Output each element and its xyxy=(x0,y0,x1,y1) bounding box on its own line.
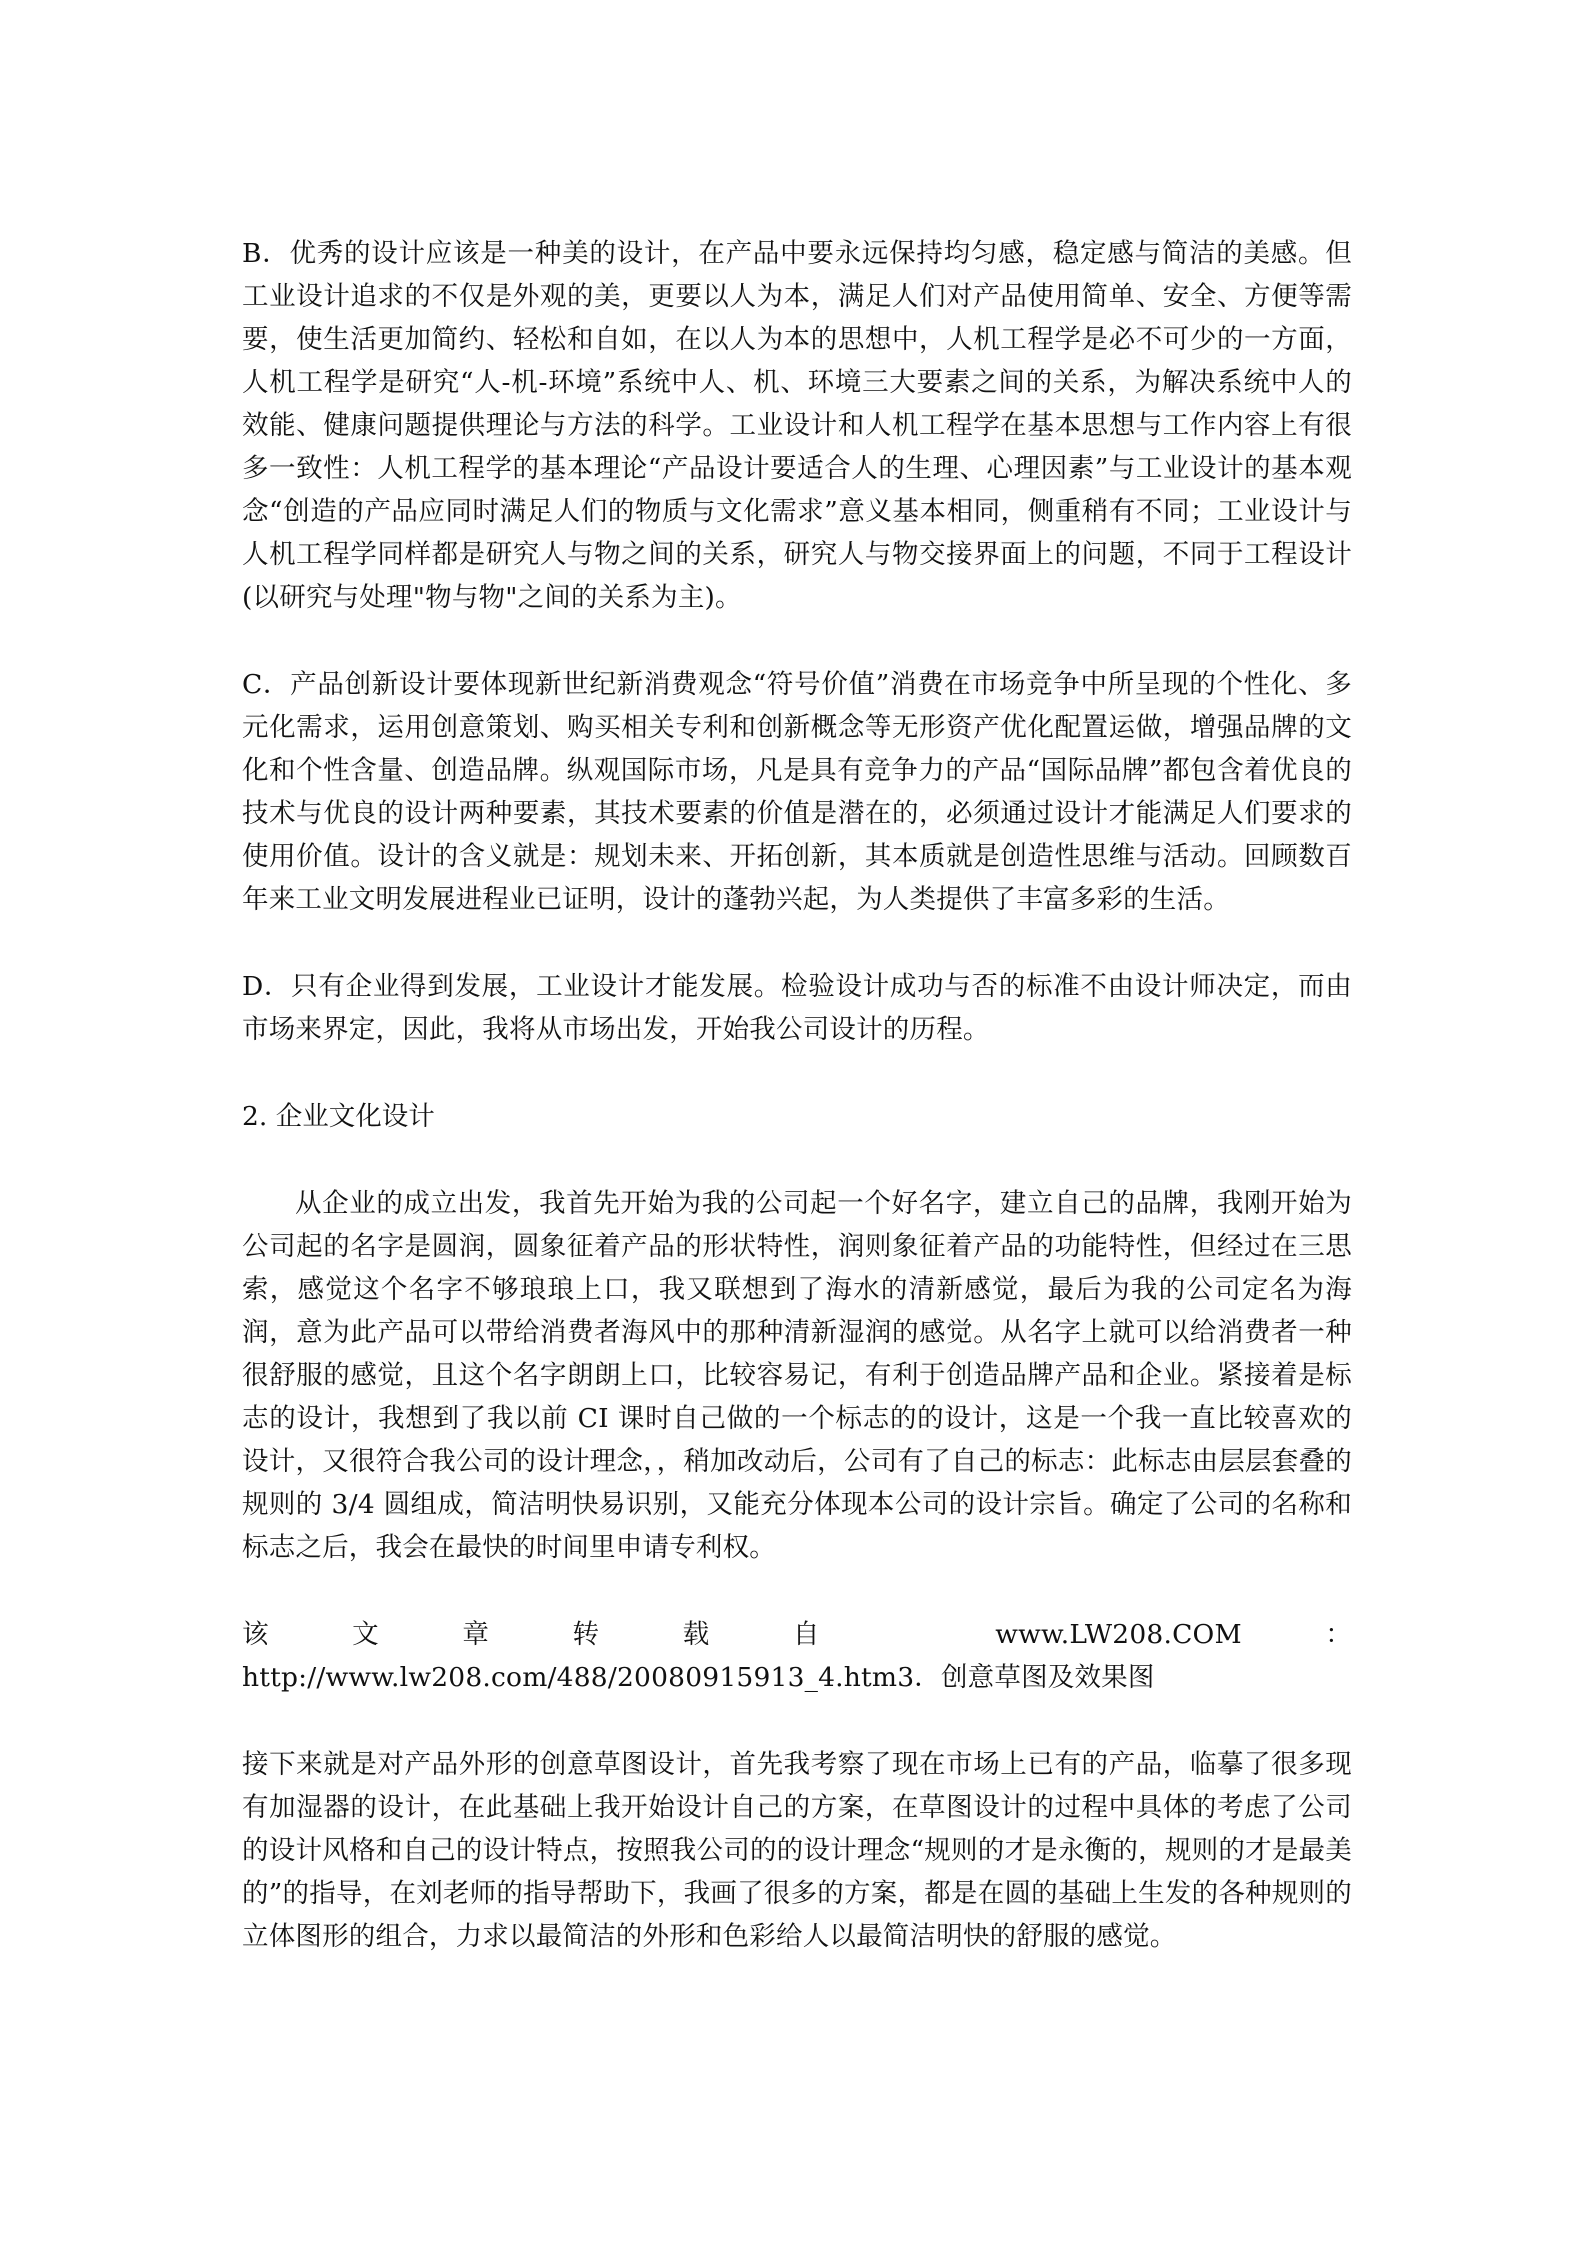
paragraph-spacer xyxy=(242,921,1352,965)
paragraph-sketch-design: 接下来就是对产品外形的创意草图设计，首先我考察了现在市场上已有的产品，临摹了很多现有加湿器的设计，在此基础上我开始设计自己的方案，在草图设计的过程中具体的考虑了公司的设计风格和自己的设计特点，按照我公司的的设计理念“规则的才是永衡的，规则的才是最美的”的指导，在刘老师的指导帮助下，我画了很多的方案，都是在圆的基础上生发的各种规则的立体图形的组合，力求以最简洁的外形和色彩给人以最简洁明快的舒服的感觉。 xyxy=(242,1749,1352,1952)
paragraph-spacer xyxy=(242,1699,1352,1743)
paragraph-b: B．优秀的设计应该是一种美的设计，在产品中要永远保持均匀感，稳定感与简洁的美感。但工业设计追求的不仅是外观的美，更要以人为本，满足人们对产品使用简单、安全、方便等需要，使生活更加简约、轻松和自如，在以人为本的思想中，人机工程学是必不可少的一方面，人机工程学是研究“人-机-环境”系统中人、机、环境三大要素之间的关系，为解决系统中人的效能、健康问题提供理论与方法的科学。工业设计和人机工程学在基本思想与工作内容上有很多一致性：人机工程学的基本理论“产品设计要适合人的生理、心理因素”与工业设计的基本观念“创造的产品应同时满足人们的物质与文化需求”意义基本相同，侧重稍有不同；工业设计与人机工程学同样都是研究人与物之间的关系，研究人与物交接界面上的问题，不同于工程设计(以研究与处理"物与物"之间的关系为主)。 xyxy=(242,238,1352,613)
paragraph-culture-design: 从企业的成立出发，我首先开始为我的公司起一个好名字，建立自己的品牌，我刚开始为公司起的名字是圆润，圆象征着产品的形状特性，润则象征着产品的功能特性，但经过在三思索，感觉这个名字不够琅琅上口，我又联想到了海水的清新感觉，最后为我的公司定名为海润，意为此产品可以带给消费者海风中的那种清新湿润的感觉。从名字上就可以给消费者一种很舒服的感觉，且这个名字朗朗上口，比较容易记，有利于创造品牌产品和企业。紧接着是标志的设计，我想到了我以前 CI 课时自己做的一个标志的的设计，这是一个我一直比较喜欢的设计，又很符合我公司的设计理念，，稍加改动后，公司有了自己的标志：此标志由层层套叠的规则的 3/4 圆组成，简洁明快易识别，又能充分体现本公司的设计宗旨。确定了公司的名称和标志之后，我会在最快的时间里申请专利权。 xyxy=(242,1188,1352,1563)
paragraph-d: D．只有企业得到发展，工业设计才能发展。检验设计成功与否的标准不由设计师决定，而由市场来界定，因此，我将从市场出发，开始我公司设计的历程。 xyxy=(242,971,1352,1045)
source-note: 该文章转载自 www.LW208.COM：http://www.lw208.com/488/20080915913_4.htm3．创意草图及效果图 xyxy=(242,1619,1352,1693)
section-heading: 2. 企业文化设计 xyxy=(242,1101,435,1132)
paragraph-spacer xyxy=(242,1569,1352,1613)
paragraph-spacer xyxy=(242,1051,1352,1095)
document-body xyxy=(242,232,1352,1958)
paragraph-c: C．产品创新设计要体现新世纪新消费观念“符号价值”消费在市场竞争中所呈现的个性化、多元化需求，运用创意策划、购买相关专利和创新概念等无形资产优化配置运做，增强品牌的文化和个性含量、创造品牌。纵观国际市场，凡是具有竞争力的产品“国际品牌”都包含着优良的技术与优良的设计两种要素，其技术要素的价值是潜在的，必须通过设计才能满足人们要求的使用价值。设计的含义就是：规划未来、开拓创新，其本质就是创造性思维与活动。回顾数百年来工业文明发展进程业已证明，设计的蓬勃兴起，为人类提供了丰富多彩的生活。 xyxy=(242,669,1352,915)
paragraph-spacer xyxy=(242,619,1352,663)
paragraph-spacer xyxy=(242,1138,1352,1182)
